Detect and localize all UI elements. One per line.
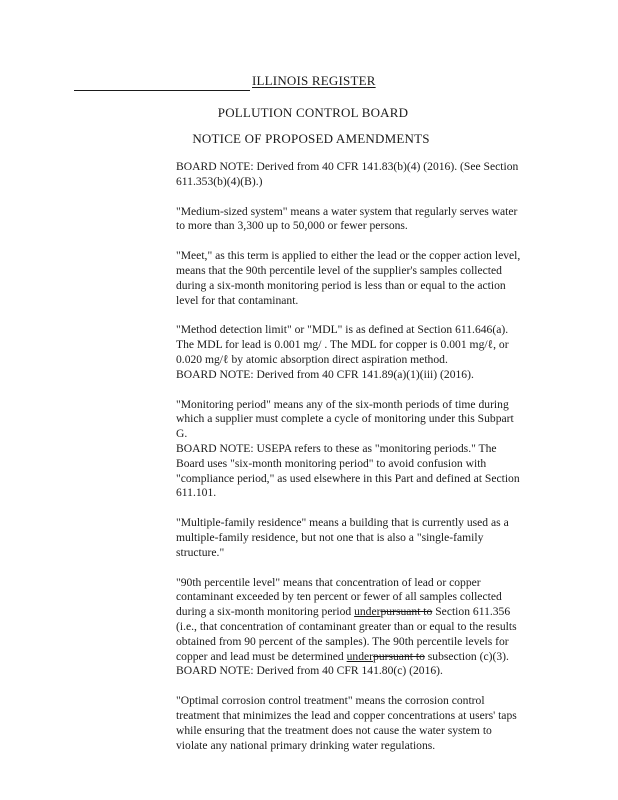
- text-line: violate any national primary drinking water regulations.: [176, 738, 436, 752]
- text-line: "Medium-sized system" means a water system that regularly serves water: [176, 204, 518, 218]
- text-segment: Section 611.356: [432, 605, 511, 619]
- text-line: (i.e., that concentration of contaminant greater than or equal to the results: [176, 619, 517, 633]
- text-line: Board uses "six-month monitoring period" to avoid confusion with: [176, 456, 487, 470]
- text-line: "compliance period," as used elsewhere in this Part and defined at Section: [176, 471, 520, 485]
- text-line: which a supplier must complete a cycle of monitoring under this Subpart: [176, 412, 514, 426]
- document-body: [176, 160, 566, 768]
- paragraph-board-note: [176, 160, 566, 190]
- text-line: level for that contaminant.: [176, 293, 299, 307]
- text-line: structure.": [176, 545, 225, 559]
- text-line: BOARD NOTE: USEPA refers to these as "monitoring periods." The: [176, 441, 497, 455]
- text-line: "90th percentile level" means that concentration of lead or copper: [176, 575, 481, 589]
- text-line: 611.101.: [176, 486, 217, 500]
- paragraph-method-detection-limit: [176, 323, 566, 382]
- register-title: ILLINOIS REGISTER: [252, 73, 376, 88]
- text-line: [176, 650, 566, 665]
- text-line: "Method detection limit" or "MDL" is as defined at Section 611.646(a).: [176, 323, 509, 337]
- board-name: POLLUTION CONTROL BOARD: [217, 105, 409, 120]
- text-line: to more than 3,300 up to 50,000 or fewer persons.: [176, 219, 408, 233]
- header-rule: [74, 90, 250, 91]
- text-line: 0.020 mg/ℓ by atomic absorption direct aspiration method.: [176, 352, 448, 366]
- notice-title: NOTICE OF PROPOSED AMENDMENTS: [192, 131, 430, 146]
- text-line: "Multiple-family residence" means a building that is currently used as a: [176, 516, 509, 530]
- text-line: The MDL for lead is 0.001 mg/ . The MDL for copper is 0.001 mg/ℓ, or: [176, 338, 509, 352]
- text-line: "Monitoring period" means any of the six-month periods of time during: [176, 397, 509, 411]
- paragraph-90th-percentile-level: [176, 576, 566, 680]
- text-line: multiple-family residence, but not one that is also a "single-family: [176, 530, 484, 544]
- text-line: contaminant exceeded by ten percent or fewer of all samples collected: [176, 590, 502, 604]
- paragraph-optimal-corrosion-control: [176, 694, 566, 753]
- text-line: while ensuring that the treatment does not cause the water system to: [176, 723, 492, 737]
- text-line: means that the 90th percentile level of the supplier's samples collected: [176, 263, 502, 277]
- inserted-text: under: [354, 605, 381, 619]
- text-line: "Meet," as this term is applied to either the lead or the copper action level,: [176, 249, 521, 263]
- paragraph-monitoring-period: [176, 398, 566, 502]
- text-line: [176, 605, 566, 620]
- text-line: treatment that minimizes the lead and copper concentrations at users' taps: [176, 708, 517, 722]
- inserted-text: under: [346, 649, 374, 663]
- paragraph-medium-sized-system: [176, 205, 566, 235]
- deleted-text: pursuant to: [373, 649, 425, 663]
- text-line: BOARD NOTE: Derived from 40 CFR 141.83(b)(4) (2016). (See Section: [176, 160, 519, 173]
- text-segment: copper and lead must be determined: [176, 649, 347, 663]
- paragraph-meet: [176, 249, 566, 308]
- text-line: BOARD NOTE: Derived from 40 CFR 141.89(a)(1)(iii) (2016).: [176, 367, 474, 381]
- paragraph-multiple-family-residence: [176, 516, 566, 560]
- text-line: "Optimal corrosion control treatment" means the corrosion control: [176, 694, 485, 708]
- text-segment: subsection (c)(3).: [424, 649, 509, 663]
- text-line: obtained from 90 percent of the samples). The 90th percentile levels for: [176, 634, 509, 648]
- deleted-text: pursuant to: [380, 605, 433, 619]
- text-line: during a six-month monitoring period is less than or equal to the action: [176, 278, 506, 292]
- text-segment: during a six-month monitoring period: [176, 605, 355, 619]
- text-line: BOARD NOTE: Derived from 40 CFR 141.80(c) (2016).: [176, 664, 443, 678]
- text-line: G.: [176, 427, 188, 441]
- text-line: 611.353(b)(4)(B).): [176, 174, 263, 188]
